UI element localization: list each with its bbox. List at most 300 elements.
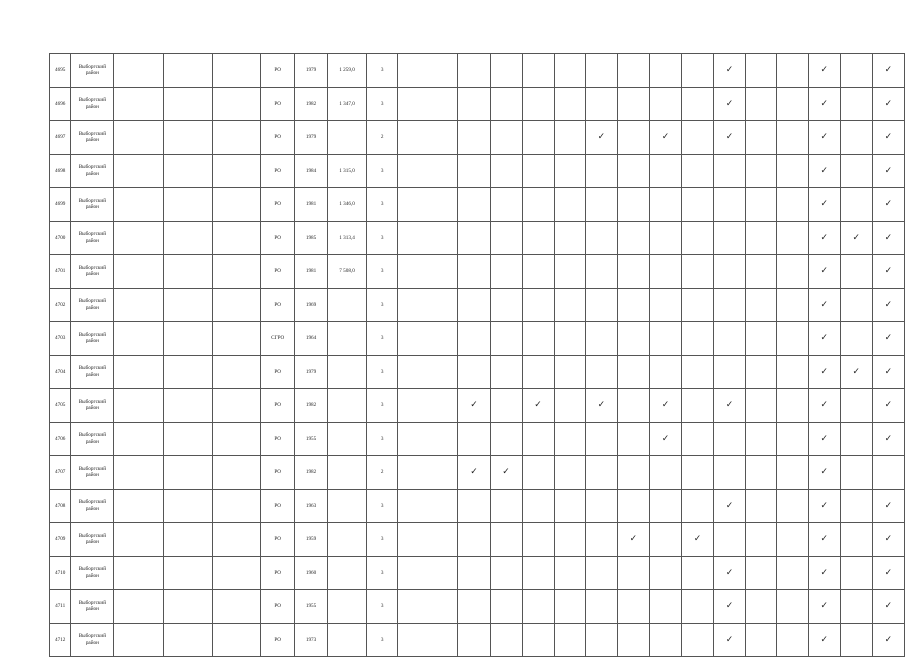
table-body: [50, 54, 905, 657]
check-mark-cell: ✓: [872, 54, 904, 88]
empty-check-cell: [490, 188, 522, 222]
works-cell: [398, 255, 458, 289]
empty-check-cell: [585, 221, 617, 255]
year-cell: 1963: [295, 489, 327, 523]
row-number-cell: 4700: [50, 221, 71, 255]
empty-check-cell: [714, 355, 746, 389]
district-cell: Выборгский район: [71, 54, 114, 88]
empty-check-cell: [585, 590, 617, 624]
empty-check-cell: [617, 255, 649, 289]
district-cell: Выборгский район: [71, 422, 114, 456]
check-mark-cell: ✓: [649, 422, 681, 456]
check-mark-cell: ✓: [808, 154, 840, 188]
empty-check-cell: [522, 456, 554, 490]
district-cell: Выборгский район: [71, 255, 114, 289]
empty-check-cell: [585, 456, 617, 490]
empty-check-cell: [554, 556, 585, 590]
category-cell: 3: [367, 389, 398, 423]
empty-check-cell: [649, 590, 681, 624]
empty-check-cell: [682, 422, 714, 456]
district-cell: Выборгский район: [71, 355, 114, 389]
empty-check-cell: [746, 422, 777, 456]
empty-check-cell: [617, 355, 649, 389]
row-number-cell: 4709: [50, 523, 71, 557]
municipality-cell: [114, 154, 164, 188]
address-cell: [163, 221, 213, 255]
municipality-cell: [114, 456, 164, 490]
empty-check-cell: [458, 556, 490, 590]
empty-check-cell: [522, 556, 554, 590]
works-cell: [398, 456, 458, 490]
empty-check-cell: [617, 489, 649, 523]
empty-check-cell: [682, 221, 714, 255]
cadastre-cell: [213, 255, 261, 289]
municipality-cell: [114, 355, 164, 389]
category-cell: 3: [367, 355, 398, 389]
district-cell: Выборгский район: [71, 523, 114, 557]
row-number-cell: 4712: [50, 623, 71, 657]
empty-check-cell: [585, 523, 617, 557]
empty-check-cell: [490, 355, 522, 389]
empty-check-cell: [554, 389, 585, 423]
empty-check-cell: [617, 322, 649, 356]
empty-check-cell: [554, 523, 585, 557]
check-mark-cell: ✓: [458, 456, 490, 490]
municipality-cell: [114, 489, 164, 523]
district-cell: Выборгский район: [71, 121, 114, 155]
empty-check-cell: [617, 389, 649, 423]
empty-check-cell: [522, 322, 554, 356]
area-cell: [327, 422, 367, 456]
area-cell: 1 347,0: [327, 87, 367, 121]
check-mark-cell: ✓: [808, 523, 840, 557]
area-cell: [327, 322, 367, 356]
check-mark-cell: ✓: [872, 489, 904, 523]
empty-check-cell: [458, 523, 490, 557]
check-mark-cell: ✓: [872, 255, 904, 289]
year-cell: 1979: [295, 355, 327, 389]
works-cell: [398, 288, 458, 322]
empty-check-cell: [617, 87, 649, 121]
cadastre-cell: [213, 355, 261, 389]
empty-check-cell: [617, 590, 649, 624]
check-mark-cell: ✓: [522, 389, 554, 423]
district-cell: Выборгский район: [71, 221, 114, 255]
empty-check-cell: [585, 188, 617, 222]
empty-check-cell: [840, 456, 872, 490]
empty-check-cell: [777, 288, 808, 322]
row-number-cell: 4701: [50, 255, 71, 289]
empty-check-cell: [554, 87, 585, 121]
type-cell: PO: [261, 288, 295, 322]
empty-check-cell: [522, 54, 554, 88]
works-cell: [398, 556, 458, 590]
table-row: [50, 489, 905, 523]
check-mark-cell: ✓: [872, 422, 904, 456]
empty-check-cell: [872, 456, 904, 490]
row-number-cell: 4707: [50, 456, 71, 490]
check-mark-cell: ✓: [808, 188, 840, 222]
municipality-cell: [114, 255, 164, 289]
check-mark-cell: ✓: [649, 389, 681, 423]
check-mark-cell: ✓: [490, 456, 522, 490]
empty-check-cell: [777, 389, 808, 423]
empty-check-cell: [585, 54, 617, 88]
table-row: [50, 54, 905, 88]
empty-check-cell: [840, 255, 872, 289]
empty-check-cell: [458, 355, 490, 389]
empty-check-cell: [490, 54, 522, 88]
district-cell: Выборгский район: [71, 590, 114, 624]
empty-check-cell: [777, 87, 808, 121]
type-cell: PO: [261, 188, 295, 222]
empty-check-cell: [777, 322, 808, 356]
check-mark-cell: ✓: [872, 121, 904, 155]
works-cell: [398, 188, 458, 222]
type-cell: PO: [261, 422, 295, 456]
empty-check-cell: [746, 221, 777, 255]
empty-check-cell: [554, 456, 585, 490]
address-cell: [163, 355, 213, 389]
category-cell: 3: [367, 154, 398, 188]
check-mark-cell: ✓: [808, 456, 840, 490]
year-cell: 1981: [295, 188, 327, 222]
empty-check-cell: [746, 590, 777, 624]
works-cell: [398, 422, 458, 456]
year-cell: 1955: [295, 422, 327, 456]
empty-check-cell: [682, 355, 714, 389]
row-number-cell: 4702: [50, 288, 71, 322]
row-number-cell: 4711: [50, 590, 71, 624]
empty-check-cell: [714, 154, 746, 188]
check-mark-cell: ✓: [585, 121, 617, 155]
works-cell: [398, 322, 458, 356]
area-cell: 1 313,4: [327, 221, 367, 255]
type-cell: PO: [261, 489, 295, 523]
empty-check-cell: [777, 456, 808, 490]
year-cell: 1969: [295, 288, 327, 322]
empty-check-cell: [777, 422, 808, 456]
table-row: [50, 556, 905, 590]
empty-check-cell: [840, 556, 872, 590]
empty-check-cell: [490, 556, 522, 590]
row-number-cell: 4704: [50, 355, 71, 389]
check-mark-cell: ✓: [808, 422, 840, 456]
empty-check-cell: [840, 389, 872, 423]
empty-check-cell: [840, 322, 872, 356]
table-row: [50, 322, 905, 356]
area-cell: 1 259,0: [327, 54, 367, 88]
empty-check-cell: [490, 154, 522, 188]
table-row: [50, 87, 905, 121]
empty-check-cell: [458, 221, 490, 255]
empty-check-cell: [490, 523, 522, 557]
empty-check-cell: [649, 221, 681, 255]
empty-check-cell: [490, 389, 522, 423]
check-mark-cell: ✓: [872, 322, 904, 356]
row-number-cell: 4697: [50, 121, 71, 155]
empty-check-cell: [777, 355, 808, 389]
check-mark-cell: ✓: [808, 87, 840, 121]
empty-check-cell: [649, 188, 681, 222]
year-cell: 1960: [295, 556, 327, 590]
type-cell: PO: [261, 389, 295, 423]
check-mark-cell: ✓: [808, 322, 840, 356]
row-number-cell: 4696: [50, 87, 71, 121]
check-mark-cell: ✓: [714, 389, 746, 423]
works-cell: [398, 54, 458, 88]
empty-check-cell: [777, 154, 808, 188]
address-cell: [163, 489, 213, 523]
cadastre-cell: [213, 389, 261, 423]
check-mark-cell: ✓: [585, 389, 617, 423]
check-mark-cell: ✓: [872, 523, 904, 557]
empty-check-cell: [649, 255, 681, 289]
check-mark-cell: ✓: [808, 389, 840, 423]
area-cell: [327, 121, 367, 155]
empty-check-cell: [777, 54, 808, 88]
table-row: [50, 154, 905, 188]
works-cell: [398, 121, 458, 155]
cadastre-cell: [213, 121, 261, 155]
municipality-cell: [114, 556, 164, 590]
empty-check-cell: [617, 121, 649, 155]
empty-check-cell: [522, 489, 554, 523]
empty-check-cell: [617, 221, 649, 255]
empty-check-cell: [585, 489, 617, 523]
empty-check-cell: [714, 422, 746, 456]
cadastre-cell: [213, 422, 261, 456]
category-cell: 3: [367, 255, 398, 289]
check-mark-cell: ✓: [872, 188, 904, 222]
district-cell: Выборгский район: [71, 456, 114, 490]
category-cell: 3: [367, 188, 398, 222]
cadastre-cell: [213, 221, 261, 255]
empty-check-cell: [522, 355, 554, 389]
empty-check-cell: [458, 489, 490, 523]
check-mark-cell: ✓: [808, 623, 840, 657]
empty-check-cell: [746, 322, 777, 356]
address-cell: [163, 590, 213, 624]
empty-check-cell: [458, 590, 490, 624]
address-cell: [163, 54, 213, 88]
municipality-cell: [114, 221, 164, 255]
empty-check-cell: [714, 221, 746, 255]
year-cell: 1984: [295, 154, 327, 188]
empty-check-cell: [777, 523, 808, 557]
empty-check-cell: [522, 255, 554, 289]
empty-check-cell: [746, 456, 777, 490]
category-cell: 3: [367, 556, 398, 590]
check-mark-cell: ✓: [872, 355, 904, 389]
empty-check-cell: [554, 188, 585, 222]
empty-check-cell: [682, 87, 714, 121]
check-mark-cell: ✓: [714, 54, 746, 88]
empty-check-cell: [490, 121, 522, 155]
empty-check-cell: [585, 556, 617, 590]
table-row: [50, 389, 905, 423]
address-cell: [163, 188, 213, 222]
empty-check-cell: [840, 489, 872, 523]
works-cell: [398, 389, 458, 423]
municipality-cell: [114, 54, 164, 88]
address-cell: [163, 456, 213, 490]
type-cell: PO: [261, 255, 295, 289]
empty-check-cell: [522, 422, 554, 456]
check-mark-cell: ✓: [872, 623, 904, 657]
empty-check-cell: [746, 54, 777, 88]
empty-check-cell: [777, 188, 808, 222]
type-cell: PO: [261, 54, 295, 88]
empty-check-cell: [746, 255, 777, 289]
empty-check-cell: [777, 255, 808, 289]
empty-check-cell: [522, 121, 554, 155]
empty-check-cell: [522, 154, 554, 188]
table-row: [50, 456, 905, 490]
empty-check-cell: [746, 556, 777, 590]
category-cell: 2: [367, 456, 398, 490]
check-mark-cell: ✓: [808, 121, 840, 155]
empty-check-cell: [490, 590, 522, 624]
works-cell: [398, 590, 458, 624]
check-mark-cell: ✓: [840, 355, 872, 389]
empty-check-cell: [554, 54, 585, 88]
empty-check-cell: [682, 121, 714, 155]
empty-check-cell: [458, 422, 490, 456]
cadastre-cell: [213, 188, 261, 222]
check-mark-cell: ✓: [682, 523, 714, 557]
check-mark-cell: ✓: [808, 288, 840, 322]
area-cell: 1 315,0: [327, 154, 367, 188]
works-cell: [398, 87, 458, 121]
area-cell: [327, 389, 367, 423]
empty-check-cell: [649, 523, 681, 557]
check-mark-cell: ✓: [617, 523, 649, 557]
empty-check-cell: [585, 87, 617, 121]
district-cell: Выборгский район: [71, 154, 114, 188]
district-cell: Выборгский район: [71, 489, 114, 523]
empty-check-cell: [777, 556, 808, 590]
empty-check-cell: [522, 188, 554, 222]
empty-check-cell: [649, 322, 681, 356]
category-cell: 3: [367, 87, 398, 121]
empty-check-cell: [649, 288, 681, 322]
district-cell: Выборгский район: [71, 556, 114, 590]
empty-check-cell: [522, 523, 554, 557]
year-cell: 1959: [295, 523, 327, 557]
area-cell: [327, 456, 367, 490]
category-cell: 3: [367, 221, 398, 255]
empty-check-cell: [840, 154, 872, 188]
empty-check-cell: [554, 121, 585, 155]
check-mark-cell: ✓: [714, 489, 746, 523]
empty-check-cell: [840, 54, 872, 88]
district-cell: Выборгский район: [71, 87, 114, 121]
year-cell: 1982: [295, 87, 327, 121]
address-cell: [163, 389, 213, 423]
empty-check-cell: [649, 87, 681, 121]
empty-check-cell: [458, 154, 490, 188]
municipality-cell: [114, 389, 164, 423]
empty-check-cell: [649, 489, 681, 523]
year-cell: 1979: [295, 121, 327, 155]
empty-check-cell: [458, 121, 490, 155]
empty-check-cell: [490, 221, 522, 255]
empty-check-cell: [682, 255, 714, 289]
empty-check-cell: [585, 322, 617, 356]
type-cell: PO: [261, 556, 295, 590]
empty-check-cell: [682, 489, 714, 523]
year-cell: 1982: [295, 456, 327, 490]
empty-check-cell: [746, 288, 777, 322]
type-cell: PO: [261, 456, 295, 490]
check-mark-cell: ✓: [714, 121, 746, 155]
works-cell: [398, 523, 458, 557]
row-number-cell: 4710: [50, 556, 71, 590]
municipality-cell: [114, 322, 164, 356]
type-cell: PO: [261, 121, 295, 155]
empty-check-cell: [714, 322, 746, 356]
address-cell: [163, 422, 213, 456]
row-number-cell: 4695: [50, 54, 71, 88]
empty-check-cell: [714, 523, 746, 557]
check-mark-cell: ✓: [808, 221, 840, 255]
type-cell: PO: [261, 623, 295, 657]
area-cell: [327, 523, 367, 557]
empty-check-cell: [522, 221, 554, 255]
category-cell: 3: [367, 288, 398, 322]
table-row: [50, 523, 905, 557]
type-cell: PO: [261, 523, 295, 557]
check-mark-cell: ✓: [714, 556, 746, 590]
empty-check-cell: [554, 221, 585, 255]
area-cell: [327, 489, 367, 523]
category-cell: 3: [367, 623, 398, 657]
area-cell: [327, 590, 367, 624]
empty-check-cell: [554, 288, 585, 322]
year-cell: 1985: [295, 221, 327, 255]
check-mark-cell: ✓: [458, 389, 490, 423]
empty-check-cell: [682, 188, 714, 222]
empty-check-cell: [617, 456, 649, 490]
address-cell: [163, 121, 213, 155]
empty-check-cell: [490, 87, 522, 121]
empty-check-cell: [554, 422, 585, 456]
check-mark-cell: ✓: [714, 87, 746, 121]
district-cell: Выборгский район: [71, 623, 114, 657]
empty-check-cell: [682, 556, 714, 590]
check-mark-cell: ✓: [808, 54, 840, 88]
empty-check-cell: [746, 355, 777, 389]
row-number-cell: 4708: [50, 489, 71, 523]
cadastre-cell: [213, 590, 261, 624]
empty-check-cell: [617, 154, 649, 188]
empty-check-cell: [554, 154, 585, 188]
empty-check-cell: [649, 556, 681, 590]
table-row: [50, 422, 905, 456]
empty-check-cell: [777, 590, 808, 624]
cadastre-cell: [213, 154, 261, 188]
empty-check-cell: [714, 288, 746, 322]
empty-check-cell: [554, 590, 585, 624]
empty-check-cell: [585, 355, 617, 389]
cadastre-cell: [213, 87, 261, 121]
empty-check-cell: [840, 87, 872, 121]
table-row: [50, 188, 905, 222]
register-table: [49, 53, 905, 657]
check-mark-cell: ✓: [872, 590, 904, 624]
empty-check-cell: [490, 422, 522, 456]
